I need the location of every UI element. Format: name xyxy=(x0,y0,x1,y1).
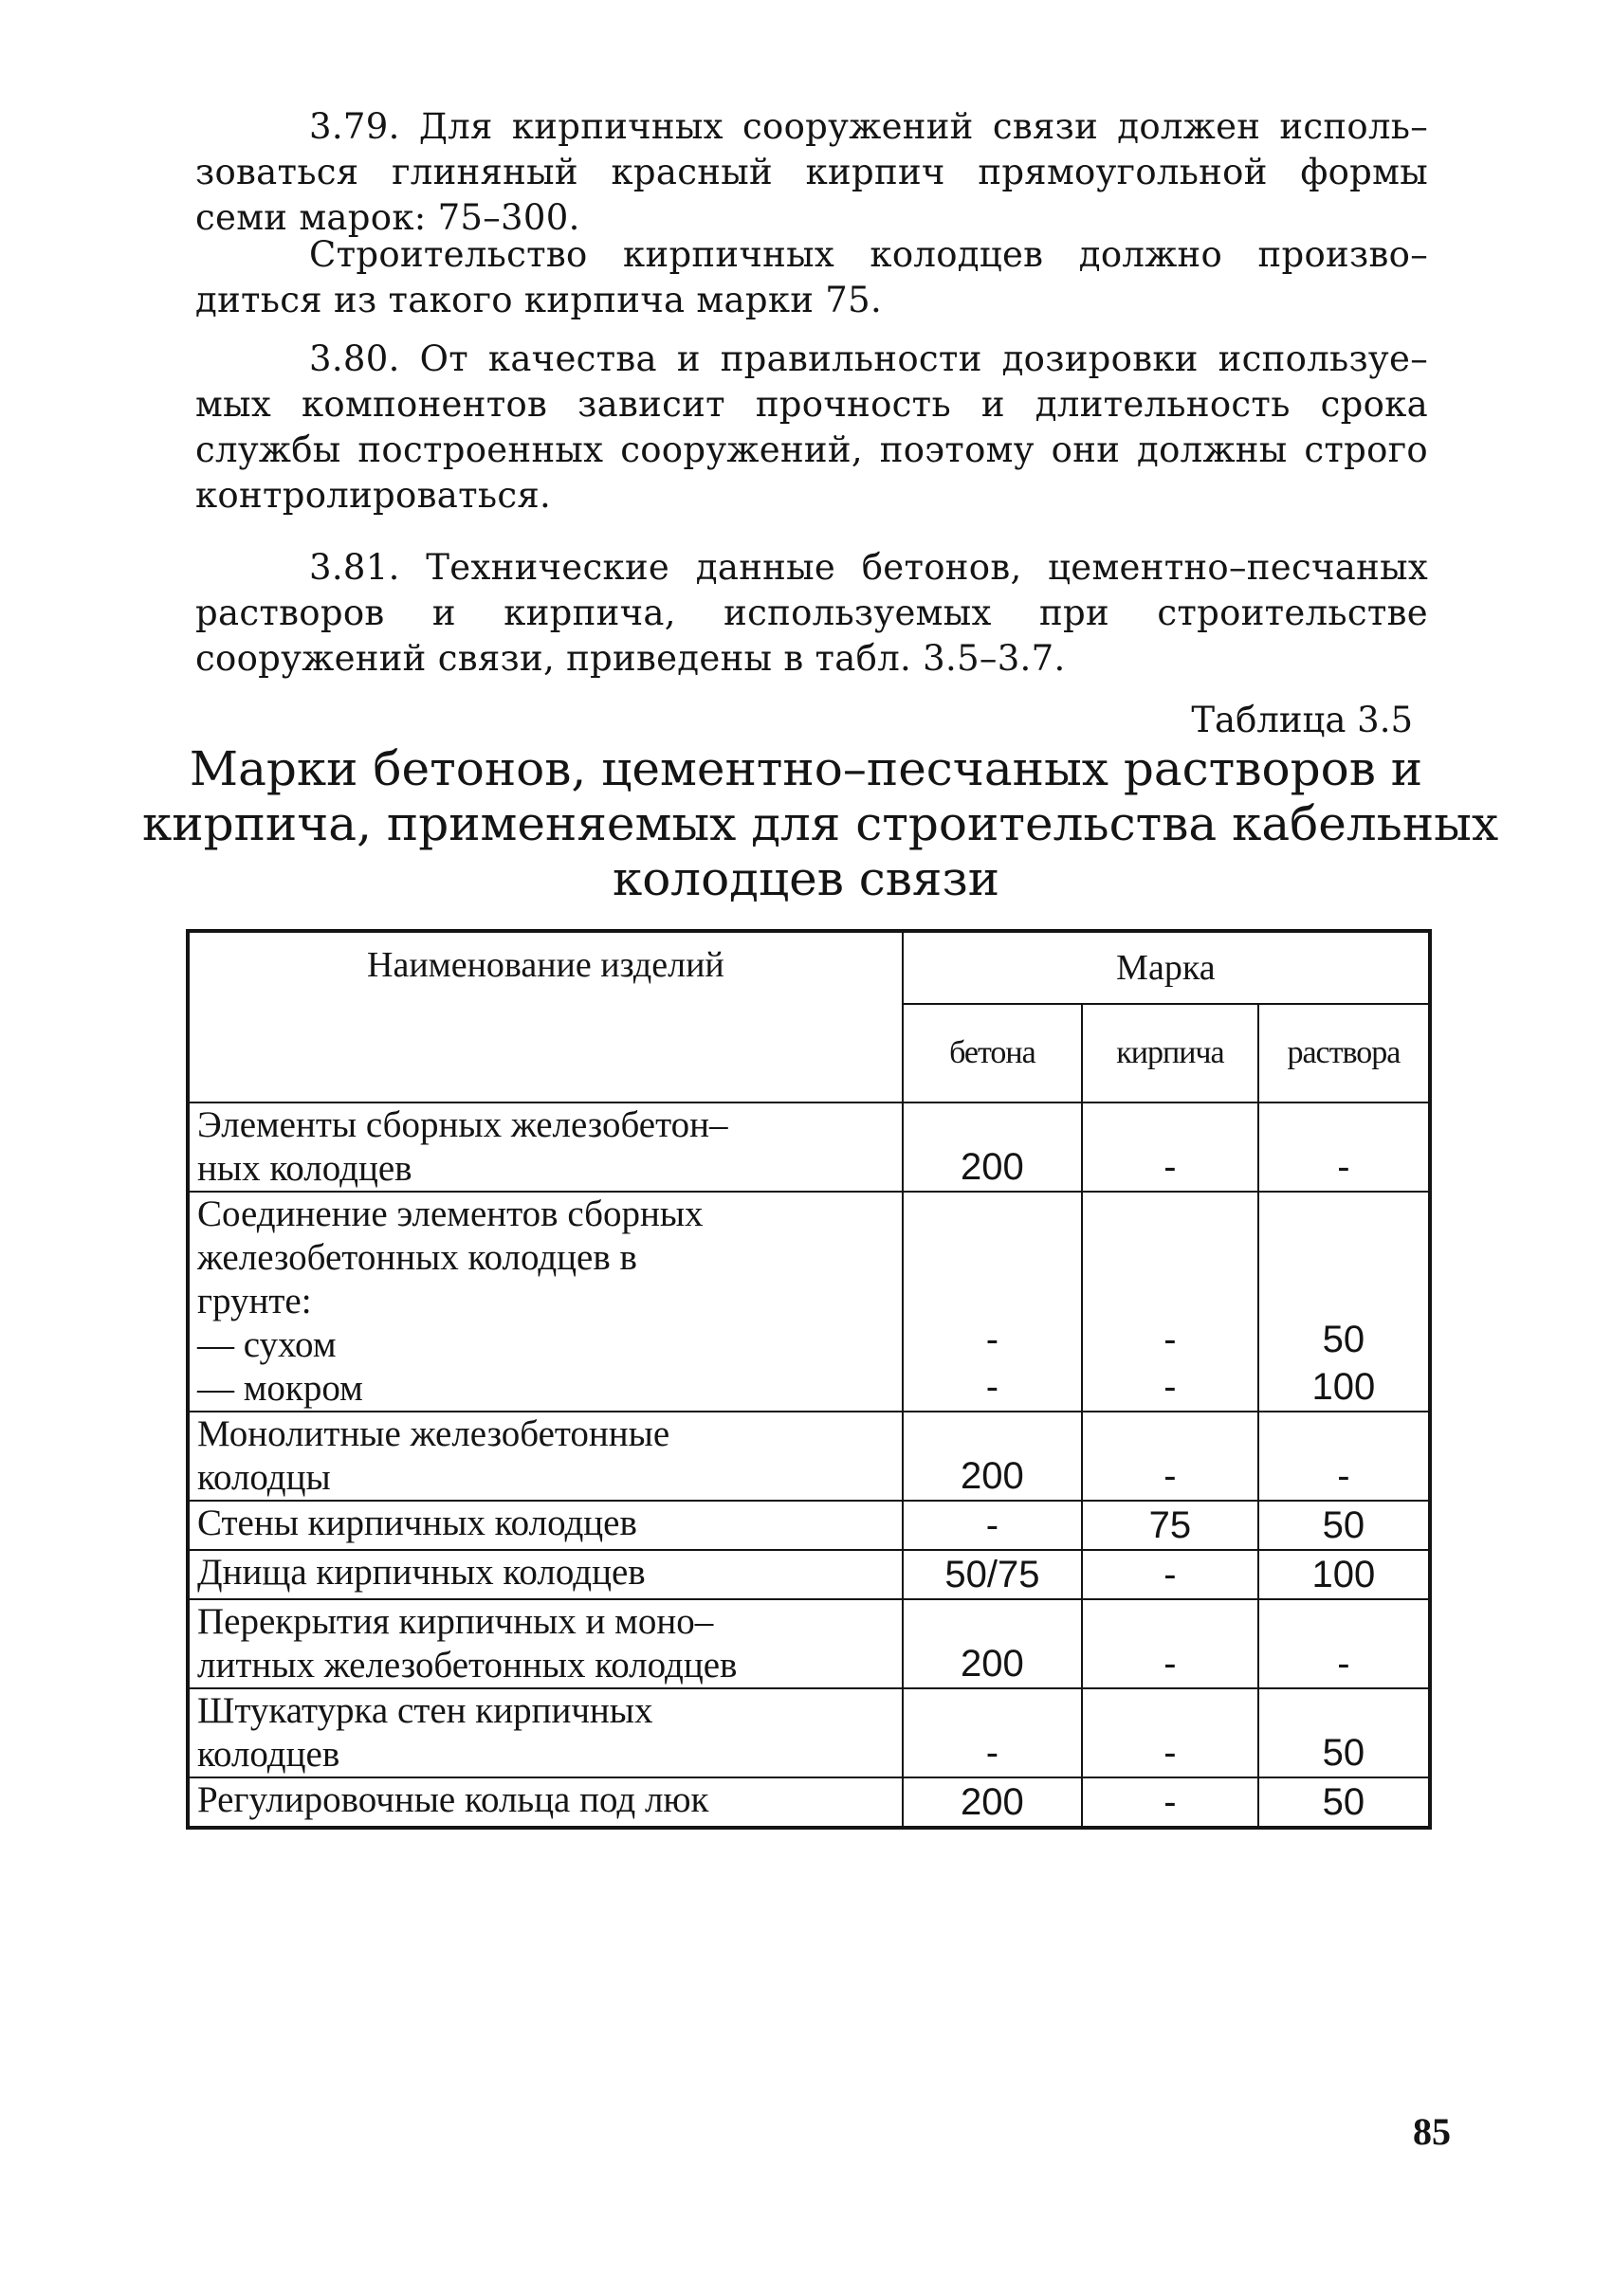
paragraph-line: диться из такого кирпича марки 75. xyxy=(195,280,883,320)
cell-value: 50 xyxy=(1322,1319,1365,1360)
paragraph-3-81 xyxy=(195,545,1428,682)
table-row xyxy=(188,1192,1430,1412)
cell-mortar: - xyxy=(1258,1599,1430,1688)
row-name-line: Элементы сборных железобетон– xyxy=(197,1104,728,1145)
cell-brick: - xyxy=(1082,1102,1258,1192)
cell-concrete: - xyxy=(903,1501,1082,1550)
paragraph-line: 3.81. Технические данные бетонов, цементно–песчаных xyxy=(309,547,1428,588)
row-name-line: Стены кирпичных колодцев xyxy=(197,1503,637,1543)
paragraph-line: мых компонентов зависит прочность и длительность срока xyxy=(195,384,1428,425)
paragraph-line: растворов и кирпича, используемых при строительстве xyxy=(195,592,1428,633)
cell-brick: - xyxy=(1082,1550,1258,1599)
cell-brick: - xyxy=(1082,1688,1258,1777)
row-name-line: грунте: xyxy=(197,1281,312,1321)
row-name-line: колодцев xyxy=(197,1734,340,1775)
row-name-line: колодцы xyxy=(197,1457,331,1498)
cell-concrete: 200 xyxy=(903,1102,1082,1192)
row-name-line: Монолитные железобетонные xyxy=(197,1413,670,1454)
paragraph-line: контролироваться. xyxy=(195,475,552,516)
paragraph-line: Строительство кирпичных колодцев должно произво– xyxy=(309,234,1428,275)
table-title-line: Марки бетонов, цементно–песчаных растворов и xyxy=(189,741,1423,796)
paragraph-line: службы построенных сооружений, поэтому они должны строго xyxy=(195,429,1428,470)
table-title xyxy=(142,741,1499,906)
paragraph-line: сооружений связи, приведены в табл. 3.5–3.7. xyxy=(195,638,1066,679)
paragraph-line: 3.79. Для кирпичных сооружений связи должен исполь– xyxy=(309,106,1428,147)
paragraph-3-79 xyxy=(195,104,1428,241)
page-number: 85 xyxy=(1413,2110,1451,2153)
cell-value: - xyxy=(985,1319,999,1360)
row-name-line: ных колодцев xyxy=(197,1148,412,1189)
cell-concrete xyxy=(903,1192,1082,1412)
cell-concrete: 50/75 xyxy=(903,1550,1082,1599)
cell-brick: 75 xyxy=(1082,1501,1258,1550)
row-name-line: Соединение элементов сборных xyxy=(197,1194,704,1234)
row-name xyxy=(188,1688,903,1777)
cell-value: 100 xyxy=(1311,1366,1376,1408)
table-row xyxy=(188,1688,1430,1777)
header-mark: Марка xyxy=(903,931,1430,1004)
cell-brick: - xyxy=(1082,1599,1258,1688)
table-row xyxy=(188,1501,1430,1550)
paragraph-3-80 xyxy=(195,337,1428,519)
cell-mortar: 50 xyxy=(1258,1688,1430,1777)
row-name xyxy=(188,1777,903,1828)
table-title-line: колодцев связи xyxy=(612,851,1000,906)
paragraph-line: зоваться глиняный красный кирпич прямоугольной формы xyxy=(195,152,1428,192)
cell-concrete: - xyxy=(903,1688,1082,1777)
table-label: Таблица 3.5 xyxy=(1191,700,1413,740)
row-name xyxy=(188,1192,903,1412)
cell-mortar: 100 xyxy=(1258,1550,1430,1599)
row-name-line: литных железобетонных колодцев xyxy=(197,1645,738,1686)
row-name-line: Днища кирпичных колодцев xyxy=(197,1552,646,1593)
cell-concrete: 200 xyxy=(903,1599,1082,1688)
row-name xyxy=(188,1102,903,1192)
row-name xyxy=(188,1412,903,1501)
paragraph-line: семи марок: 75–300. xyxy=(195,197,580,238)
table-row xyxy=(188,1599,1430,1688)
header-brick: кирпича xyxy=(1082,1004,1258,1102)
row-name-line: Штукатурка стен кирпичных xyxy=(197,1690,653,1731)
row-name-line: — мокром xyxy=(197,1368,363,1409)
cell-mortar: 50 xyxy=(1258,1501,1430,1550)
table-row xyxy=(188,1550,1430,1599)
row-name xyxy=(188,1599,903,1688)
cell-value: - xyxy=(1163,1366,1177,1408)
header-mortar: раствора xyxy=(1258,1004,1430,1102)
table-title-line: кирпича, применяемых для строительства кабельных xyxy=(142,796,1499,851)
cell-concrete: 200 xyxy=(903,1412,1082,1501)
row-name-line: Перекрытия кирпичных и моно– xyxy=(197,1601,714,1642)
table-row xyxy=(188,1777,1430,1828)
row-name xyxy=(188,1501,903,1550)
row-name-line: железобетонных колодцев в xyxy=(197,1237,637,1278)
table-row xyxy=(188,1412,1430,1501)
cell-brick: - xyxy=(1082,1412,1258,1501)
row-name-line: Регулировочные кольца под люк xyxy=(197,1779,709,1820)
cell-mortar: - xyxy=(1258,1412,1430,1501)
cell-mortar: 50 xyxy=(1258,1777,1430,1828)
row-name-line: — сухом xyxy=(197,1324,337,1365)
paragraph-line: 3.80. От качества и правильности дозировки используе– xyxy=(309,338,1428,379)
cell-mortar: - xyxy=(1258,1102,1430,1192)
row-name xyxy=(188,1550,903,1599)
cell-concrete: 200 xyxy=(903,1777,1082,1828)
paragraph-3-79-continued xyxy=(195,232,1428,323)
marks-table xyxy=(186,929,1432,1830)
cell-mortar xyxy=(1258,1192,1430,1412)
cell-brick xyxy=(1082,1192,1258,1412)
cell-value: - xyxy=(985,1366,999,1408)
table-row xyxy=(188,1102,1430,1192)
cell-brick: - xyxy=(1082,1777,1258,1828)
cell-value: - xyxy=(1163,1319,1177,1360)
header-concrete: бетона xyxy=(903,1004,1082,1102)
header-product-name: Наименование изделий xyxy=(188,931,903,1102)
